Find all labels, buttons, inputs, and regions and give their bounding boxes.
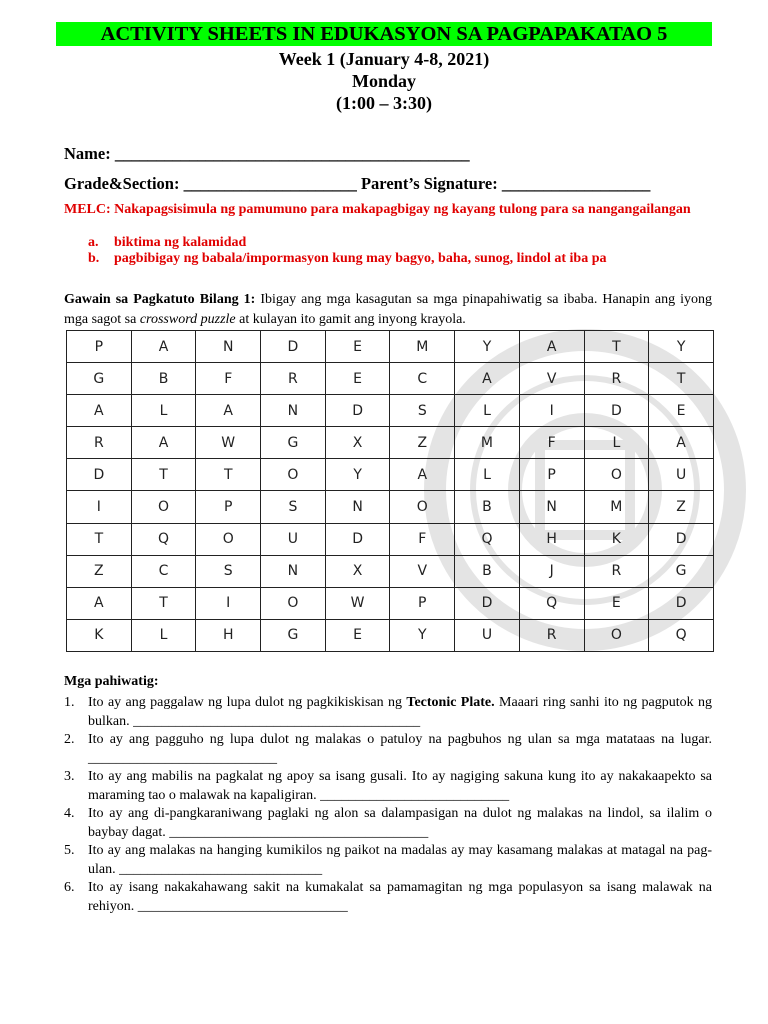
grid-cell[interactable]: O [261, 587, 326, 619]
grid-cell[interactable]: E [649, 395, 714, 427]
name-field: Name: ___________________________________________ [64, 144, 470, 163]
clue-bold-term: Tectonic Plate. [406, 695, 495, 710]
instruction-text-a: Ibigay ang mga kasagutan sa mga pinapahiwatig sa ibaba. Hanapin ang iyong mga sagot sa [64, 292, 713, 327]
grid-cell[interactable]: R [519, 619, 584, 651]
grid-cell[interactable]: Z [649, 491, 714, 523]
grid-cell[interactable]: A [455, 363, 520, 395]
grid-cell[interactable]: E [325, 619, 390, 651]
grid-cell[interactable]: A [519, 331, 584, 363]
grid-cell[interactable]: A [131, 331, 196, 363]
clue-number: 3. [64, 769, 75, 784]
grade-section-signature-field: Grade&Section: _____________________ Parent’s Signature: __________________ [64, 174, 651, 193]
grid-cell[interactable]: E [325, 331, 390, 363]
melc-item-marker: a. [88, 235, 99, 250]
grid-cell[interactable]: J [519, 555, 584, 587]
grid-cell[interactable]: C [390, 363, 455, 395]
grid-cell[interactable]: H [519, 523, 584, 555]
grid-cell[interactable]: G [67, 363, 132, 395]
grid-cell[interactable]: N [261, 395, 326, 427]
grid-cell[interactable]: M [390, 331, 455, 363]
grid-cell[interactable]: G [261, 427, 326, 459]
grid-cell[interactable]: N [519, 491, 584, 523]
instruction-italic: crossword puzzle [139, 312, 236, 327]
grid-cell[interactable]: F [390, 523, 455, 555]
grid-cell[interactable]: A [67, 587, 132, 619]
grid-cell[interactable]: Y [455, 331, 520, 363]
grid-cell[interactable]: B [455, 491, 520, 523]
grid-cell[interactable]: Y [325, 459, 390, 491]
grid-cell[interactable]: L [131, 395, 196, 427]
grid-cell[interactable]: Y [649, 331, 714, 363]
grid-cell[interactable]: V [390, 555, 455, 587]
grid-row [67, 363, 714, 395]
grid-cell[interactable]: K [584, 523, 649, 555]
word-search-grid [66, 330, 714, 652]
grid-cell[interactable]: M [455, 427, 520, 459]
grid-cell[interactable]: U [261, 523, 326, 555]
melc-item-marker: b. [88, 251, 100, 266]
grid-cell[interactable]: R [584, 363, 649, 395]
clue-text: Ito ay isang nakakahawang sakit na kumakalat sa pamamagitan ng mga populasyon sa isang malawak na rehiyon. ______________________________ [88, 880, 712, 914]
grid-cell[interactable]: C [131, 555, 196, 587]
grid-cell[interactable]: A [131, 427, 196, 459]
clue-text: Ito ay ang malakas na hanging kumikilos ng paikot na madalas ay may kasamang malakas at matagal na pag-ulan. _____________________________ [88, 843, 712, 877]
grid-cell[interactable]: E [325, 363, 390, 395]
clue-item [64, 878, 712, 916]
grid-cell[interactable]: T [649, 363, 714, 395]
grid-cell[interactable]: X [325, 427, 390, 459]
grid-cell[interactable]: W [196, 427, 261, 459]
melc-item-b [88, 251, 607, 267]
grid-cell[interactable]: I [519, 395, 584, 427]
melc-statement: MELC: Nakapagsisimula ng pamumuno para makapagbigay ng kayang tulong para sa nangangailangan [64, 202, 691, 217]
instruction-text-b: at kulayan ito gamit ang inyong krayola. [235, 312, 466, 327]
sheet-title: ACTIVITY SHEETS IN EDUKASYON SA PAGPAPAKATAO 5 [56, 22, 712, 46]
grid-cell[interactable]: L [455, 395, 520, 427]
grid-cell[interactable]: P [67, 331, 132, 363]
grid-row [67, 491, 714, 523]
grid-cell[interactable]: L [131, 619, 196, 651]
grid-cell[interactable]: Z [390, 427, 455, 459]
grid-cell[interactable]: X [325, 555, 390, 587]
grid-cell[interactable]: H [196, 619, 261, 651]
grid-cell[interactable]: A [196, 395, 261, 427]
grid-cell[interactable]: I [196, 587, 261, 619]
week-label: Week 1 (January 4-8, 2021) [278, 49, 490, 69]
grid-cell[interactable]: S [196, 555, 261, 587]
grid-cell[interactable]: A [649, 427, 714, 459]
grid-cell[interactable]: O [131, 491, 196, 523]
grid-cell[interactable]: E [584, 587, 649, 619]
grid-row [67, 619, 714, 651]
grid-cell[interactable]: W [325, 587, 390, 619]
grid-cell[interactable]: T [584, 331, 649, 363]
grid-cell[interactable]: P [390, 587, 455, 619]
grid-cell[interactable]: O [390, 491, 455, 523]
melc-item-text: pagbibigay ng babala/impormasyon kung may bagyo, baha, sunog, lindol at iba pa [114, 251, 607, 266]
grid-cell[interactable]: T [131, 459, 196, 491]
grid-cell[interactable]: B [455, 555, 520, 587]
clue-item [64, 841, 712, 879]
clue-item [64, 804, 712, 842]
clue-text-part: Ito ay ang paggalaw ng lupa dulot ng pagkikiskisan ng [88, 695, 407, 710]
grid-row [67, 555, 714, 587]
grid-cell[interactable]: N [261, 555, 326, 587]
clue-number: 6. [64, 880, 75, 895]
grid-cell[interactable]: Y [390, 619, 455, 651]
grid-cell[interactable]: U [649, 459, 714, 491]
clue-number: 5. [64, 843, 75, 858]
grid-cell[interactable]: B [131, 363, 196, 395]
grid-cell[interactable]: D [67, 459, 132, 491]
grid-cell[interactable]: O [261, 459, 326, 491]
grid-cell[interactable]: A [390, 459, 455, 491]
grid-cell[interactable]: O [196, 523, 261, 555]
grid-cell[interactable]: F [196, 363, 261, 395]
activity-label: Gawain sa Pagkatuto Bilang 1: [64, 292, 256, 307]
clue-text: Ito ay ang pagguho ng lupa dulot ng malakas o patuloy na pagbuhos ng ulan sa mga matataas na lugar. ___________________________ [88, 732, 712, 766]
grid-cell[interactable]: N [325, 491, 390, 523]
grid-cell[interactable]: Q [519, 587, 584, 619]
clue-item [64, 730, 712, 768]
grid-cell[interactable]: M [584, 491, 649, 523]
melc-item-a [88, 235, 246, 251]
day-label: Monday [351, 71, 416, 91]
grid-cell[interactable]: A [67, 395, 132, 427]
grid-row [67, 523, 714, 555]
grid-cell[interactable]: L [584, 427, 649, 459]
grid-cell[interactable]: G [261, 619, 326, 651]
grid-cell[interactable]: R [584, 555, 649, 587]
clue-text: Ito ay ang di-pangkaraniwang paglaki ng alon sa dalampasigan na dulot ng malakas na lindol, sa ilalim o baybay dagat. _____________________________________ [88, 806, 712, 840]
grid-cell[interactable]: O [584, 459, 649, 491]
grid-cell[interactable]: D [455, 587, 520, 619]
activity-instruction [64, 290, 712, 330]
grid-cell[interactable]: O [584, 619, 649, 651]
grid-cell[interactable]: P [196, 491, 261, 523]
grid-row [67, 395, 714, 427]
clue-item [64, 693, 712, 731]
grid-cell[interactable]: D [325, 395, 390, 427]
clue-text-part: Maaari ring sanhi ito ng pagputok ng bulkan. _________________________________________ [88, 695, 712, 729]
grid-cell[interactable]: Q [131, 523, 196, 555]
grid-cell[interactable]: K [67, 619, 132, 651]
clue-text: Ito ay ang mabilis na pagkalat ng apoy sa isang gusali. Ito ay nagiging sakuna kung ito ay nakakaapekto sa maraming tao o malawak na kapaligiran. ___________________________ [88, 769, 712, 803]
clue-item [64, 767, 712, 805]
hints-title: Mga pahiwatig: [64, 674, 159, 689]
grid-cell[interactable]: D [325, 523, 390, 555]
grid-cell[interactable]: F [519, 427, 584, 459]
grid-cell[interactable]: D [584, 395, 649, 427]
grid-cell[interactable]: T [196, 459, 261, 491]
grid-cell[interactable]: G [649, 555, 714, 587]
grid-cell[interactable]: R [67, 427, 132, 459]
grid-cell[interactable]: Z [67, 555, 132, 587]
grid-cell[interactable]: D [261, 331, 326, 363]
grid-cell[interactable]: R [261, 363, 326, 395]
grid-cell[interactable]: T [67, 523, 132, 555]
grid-cell[interactable]: Q [649, 619, 714, 651]
grid-cell[interactable]: S [261, 491, 326, 523]
melc-item-text: biktima ng kalamidad [114, 235, 247, 250]
grid-cell[interactable]: I [67, 491, 132, 523]
grid-row [67, 459, 714, 491]
grid-cell[interactable]: T [131, 587, 196, 619]
grid-cell[interactable]: Q [455, 523, 520, 555]
clue-text [88, 693, 712, 731]
grid-cell[interactable]: L [455, 459, 520, 491]
grid-cell[interactable]: D [649, 587, 714, 619]
grid-cell[interactable]: N [196, 331, 261, 363]
grid-cell[interactable]: S [390, 395, 455, 427]
grid-row [67, 587, 714, 619]
clue-number: 1. [64, 695, 75, 710]
grid-row [67, 427, 714, 459]
grid-cell[interactable]: D [649, 523, 714, 555]
grid-cell[interactable]: P [519, 459, 584, 491]
clue-number: 4. [64, 806, 75, 821]
grid-cell[interactable]: V [519, 363, 584, 395]
clue-number: 2. [64, 732, 75, 747]
time-label: (1:00 – 3:30) [336, 93, 432, 113]
grid-cell[interactable]: U [455, 619, 520, 651]
grid-row [67, 331, 714, 363]
